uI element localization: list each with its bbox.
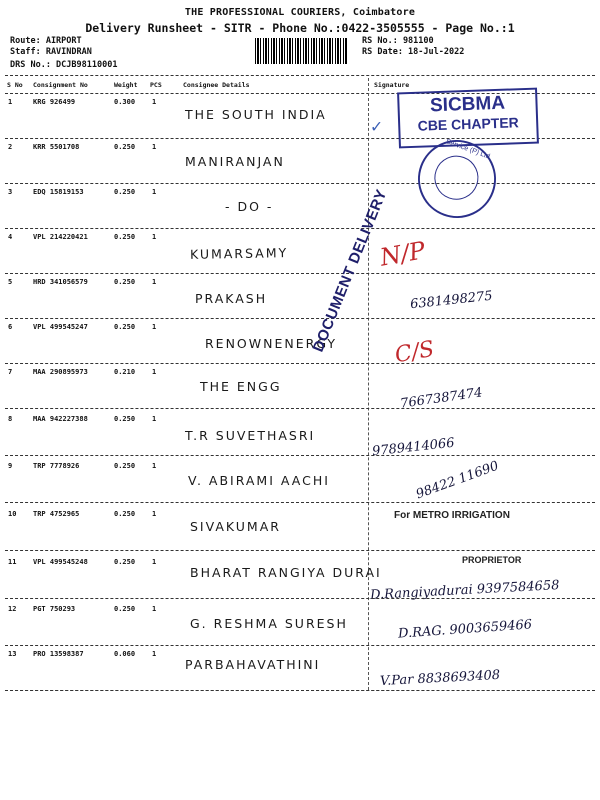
row-divider (5, 455, 595, 456)
row-weight: 0.300 (114, 98, 136, 106)
row-consignee: T.R SUVETHASRI (185, 428, 316, 443)
row-weight: 0.250 (114, 605, 136, 613)
route-label: Route: AIRPORT (10, 36, 82, 46)
footer-divider (5, 690, 595, 691)
row-sno: 9 (8, 462, 13, 470)
row-consignee: PARBAHAVATHINI (185, 657, 321, 672)
row-consignee: G. RESHMA SURESH (190, 616, 348, 631)
row-consignment: VPL 214220421 (33, 233, 88, 241)
row-weight: 0.250 (114, 233, 136, 241)
row-consignee: THE SOUTH INDIA (185, 107, 327, 122)
barcode (255, 38, 348, 64)
row-pcs: 1 (152, 323, 157, 331)
row-consignee: RENOWNENERGY (205, 336, 338, 351)
row-weight: 0.250 (114, 143, 136, 151)
row-weight: 0.250 (114, 462, 136, 470)
col-signature: Signature (374, 81, 410, 89)
row-sno: 6 (8, 323, 13, 331)
rs-date: RS Date: 18-Jul-2022 (362, 47, 465, 57)
row-pcs: 1 (152, 510, 157, 518)
row-pcs: 1 (152, 650, 157, 658)
drs-number: DRS No.: DCJB98110001 (10, 60, 118, 70)
row-consignee: BHARAT RANGIYA DURAI (190, 565, 382, 580)
row-pcs: 1 (152, 278, 157, 286)
row-consignment: VPL 499545248 (33, 558, 88, 566)
row-consignee: THE ENGG (200, 379, 282, 394)
row-consignee: V. ABIRAMI AACHI (188, 473, 330, 488)
row-sno: 4 (8, 233, 13, 241)
row-weight: 0.250 (114, 415, 136, 423)
row-signature: 98422 11690 (414, 458, 501, 503)
row-consignment: PRO 13598387 (33, 650, 84, 658)
row-signature: 9789414066 (371, 435, 456, 460)
row-consignee: - DO - (225, 199, 274, 214)
row-consignment: PGT 750293 (33, 605, 76, 613)
header-divider (5, 75, 595, 76)
runsheet-title: Delivery Runsheet - SITR - Phone No.:0422-3505555 - Page No.:1 (85, 21, 515, 35)
row-divider (5, 318, 595, 319)
row-consignment: EDQ 15819153 (33, 188, 84, 196)
row-weight: 0.250 (114, 278, 136, 286)
row-weight: 0.250 (114, 558, 136, 566)
document-delivery-stamp: DOCUMENT DELIVERY (309, 186, 391, 355)
row-divider (5, 183, 595, 184)
row-sno: 1 (8, 98, 13, 106)
row-consignee: KUMARSAMY (189, 245, 289, 262)
proprietor-stamp: PROPRIETOR (462, 555, 522, 565)
col-consignment: Consignment No (33, 81, 88, 89)
row-consignment: HRD 341056579 (33, 278, 88, 286)
row-signature: D.Rangiyadurai 9397584658 (369, 578, 560, 603)
row-pcs: 1 (152, 558, 157, 566)
row-consignee: SIVAKUMAR (190, 519, 281, 534)
row-consignment: TRP 7778926 (33, 462, 80, 470)
checkmark-icon: ✓ (371, 116, 382, 137)
row-consignment: MAA 290895973 (33, 368, 88, 376)
row-pcs: 1 (152, 233, 157, 241)
round-seal-text: Service (P) Ltd (444, 138, 491, 161)
company-name: THE PROFESSIONAL COURIERS, Coimbatore (184, 7, 416, 18)
row-sno: 10 (8, 510, 17, 518)
round-seal-inner (428, 150, 484, 206)
row-pcs: 1 (152, 188, 157, 196)
staff-label: Staff: RAVINDRAN (10, 47, 92, 57)
row-sno: 13 (8, 650, 17, 658)
metro-irrigation-stamp: For METRO IRRIGATION (394, 510, 510, 521)
col-weight: Weight (114, 81, 138, 89)
sicbma-stamp-line1: SICBMA (429, 92, 506, 117)
row-consignment: MAA 942227388 (33, 415, 88, 423)
row-divider (5, 645, 595, 646)
rs-number: RS No.: 981100 (362, 36, 434, 46)
row-pcs: 1 (152, 143, 157, 151)
row-consignment: KRG 926499 (33, 98, 76, 106)
row-sno: 3 (8, 188, 13, 196)
row-signature: 6381498275 (409, 288, 494, 313)
row-signature: D.RAG. 9003659466 (397, 617, 533, 642)
row-divider (5, 273, 595, 274)
row-pcs: 1 (152, 98, 157, 106)
nip-mark: N/P (377, 236, 428, 272)
col-pcs: PCS (150, 81, 162, 89)
row-signature: 7667387474 (399, 385, 484, 412)
row-pcs: 1 (152, 605, 157, 613)
row-consignment: KRR 5501708 (33, 143, 80, 151)
row-weight: 0.250 (114, 510, 136, 518)
row-weight: 0.250 (114, 188, 136, 196)
row-sno: 12 (8, 605, 17, 613)
row-pcs: 1 (152, 368, 157, 376)
row-consignment: VPL 499545247 (33, 323, 88, 331)
cs-mark: C/S (393, 336, 437, 369)
row-divider (5, 502, 595, 503)
row-sno: 5 (8, 278, 13, 286)
row-weight: 0.250 (114, 323, 136, 331)
row-sno: 11 (8, 558, 17, 566)
row-pcs: 1 (152, 415, 157, 423)
row-consignment: TRP 4752965 (33, 510, 80, 518)
sicbma-stamp (397, 88, 539, 149)
row-divider (5, 363, 595, 364)
sicbma-stamp-line2: CBE CHAPTER (417, 114, 520, 134)
row-sno: 8 (8, 415, 13, 423)
row-divider (5, 598, 595, 599)
row-signature: V.Par 8838693408 (379, 667, 501, 690)
row-divider (5, 550, 595, 551)
row-consignee: MANIRANJAN (185, 154, 285, 169)
row-sno: 7 (8, 368, 13, 376)
row-sno: 2 (8, 143, 13, 151)
col-consignee: Consignee Details (183, 81, 250, 89)
row-divider (5, 228, 595, 229)
row-consignee: PRAKASH (195, 291, 268, 306)
row-weight: 0.060 (114, 650, 136, 658)
row-divider (5, 408, 595, 409)
row-pcs: 1 (152, 462, 157, 470)
row-weight: 0.210 (114, 368, 136, 376)
col-sno: S No (7, 81, 23, 89)
